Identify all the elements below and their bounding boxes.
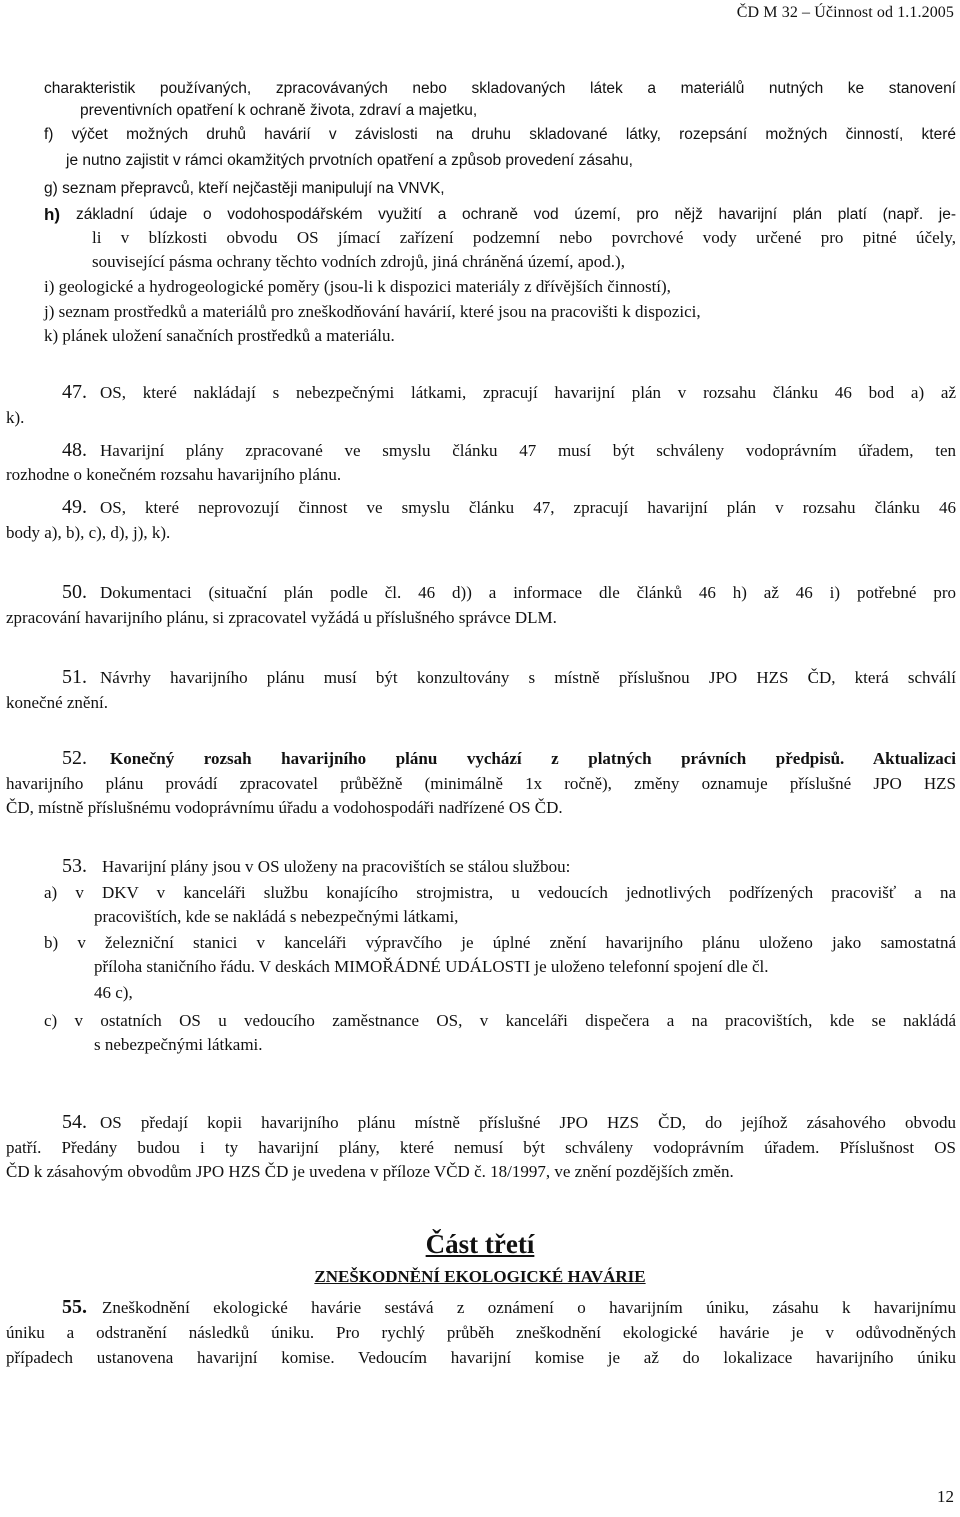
text-line: li v blízkosti obvodu OS jímací zařízení podzemní nebo povrchové vody určené pro pitné účely, (92, 228, 956, 247)
text-line: charakteristik používaných, zpracovávaných nebo skladovaných látek a materiálů nutných ke stanovení (44, 80, 956, 97)
text-line: ČD, místně příslušnému vodoprávnímu úřadu a vodohospodáři nadřízené OS ČD. (6, 798, 563, 817)
paragraph-51: Návrhy havarijního plánu musí být konzultovány s místně příslušnou JPO HZS ČD, která schválí (100, 668, 956, 687)
text-line: havarijního plánu provádí zpracovatel průběžně (minimálně 1x ročně), změny oznamuje příslušné JPO HZS (6, 774, 956, 793)
list-item-a: a) v DKV v kanceláři službu konajícího strojmistra, u vedoucích jednotlivých podřízených pracovišť a na (44, 883, 956, 902)
paragraph-50: Dokumentaci (situační plán podle čl. 46 d)) a informace dle článků 46 h) až 46 i) potřebné pro (100, 583, 956, 602)
paragraph-number: 49. (62, 496, 87, 518)
paragraph-55: Zneškodnění ekologické havárie sestává z oznámení o havarijním úniku, zásahu k havarijnímu (102, 1298, 956, 1317)
text-line: pracovištích, kde se nakládá s nebezpečnými látkami, (94, 907, 459, 926)
text-line: 46 c), (94, 983, 133, 1002)
paragraph-number: 53. (62, 855, 87, 877)
paragraph-number: 50. (62, 581, 87, 603)
text-line: ČD k zásahovým obvodům JPO HZS ČD je uvedena v příloze VČD č. 18/1997, ve znění pozdějších změn. (6, 1162, 734, 1181)
paragraph-number: 52. (62, 747, 87, 769)
text-line: související pásma ochrany těchto vodních zdrojů, jiná chráněná území, apod.), (92, 252, 625, 271)
text-line: s nebezpečnými látkami. (94, 1035, 263, 1054)
page-number: 12 (937, 1487, 954, 1506)
text-line: konečné znění. (6, 693, 108, 712)
paragraph-49: OS, které neprovozují činnost ve smyslu článku 47, zpracují havarijní plán v rozsahu článku 46 (100, 498, 956, 517)
text-line: příloha staničního řádu. V deskách MIMOŘÁDNÉ UDÁLOSTI je uloženo telefonní spojení dle čl. (94, 957, 769, 976)
paragraph-48: Havarijní plány zpracované ve smyslu článku 47 musí být schváleny vodoprávním úřadem, ten (100, 441, 956, 460)
list-item-c: c) v ostatních OS u vedoucího zaměstnance OS, v kanceláři dispečera a na pracovištích, kde se nakládá (44, 1011, 956, 1030)
text-line: úniku a odstranění následků úniku. Pro rychlý průběh zneškodnění ekologické havárie je v odůvodněných (6, 1323, 956, 1342)
list-item-j: j) seznam prostředků a materiálů pro zneškodňování havárií, které jsou na pracovišti k dispozici, (44, 302, 701, 321)
paragraph-number: 48. (62, 439, 87, 461)
paragraph-47: OS, které nakládají s nebezpečnými látkami, zpracují havarijní plán v rozsahu článku 46 bod a) až (100, 383, 956, 402)
text-line: zpracování havarijního plánu, si zpracovatel vyžádá u příslušného správce DLM. (6, 608, 557, 627)
paragraph-number: 55. (62, 1296, 87, 1318)
list-item-b: b) v železniční stanici v kanceláři výpravčího je úplné znění havarijního plánu uloženo jako samostatná (44, 933, 956, 952)
page-header: ČD M 32 – Účinnost od 1.1.2005 (736, 4, 954, 21)
list-item-k: k) plánek uložení sanačních prostředků a materiálu. (44, 326, 395, 345)
list-item-i: i) geologické a hydrogeologické poměry (jsou-li k dispozici materiály z dřívějších činností), (44, 277, 671, 296)
text-line: body a), b), c), d), j), k). (6, 523, 171, 542)
paragraph-53: Havarijní plány jsou v OS uloženy na pracovištích se stálou službou: (102, 857, 571, 876)
paragraph-number: 51. (62, 666, 87, 688)
text-line: případech ustanovena havarijní komise. Vedoucím havarijní komise je až do lokalizace havarijního úniku (6, 1348, 956, 1367)
list-item-h: základní údaje o vodohospodářském využití a ochraně vod území, pro nějž havarijní plán platí (např. je- (76, 206, 956, 223)
paragraph-52: Konečný rozsah havarijního plánu vychází z platných právních předpisů. Aktualizaci (110, 749, 956, 768)
list-item-f: f) výčet možných druhů havárií v závislosti na druhu skladované látky, rozepsání možných činností, které (44, 126, 956, 143)
list-item-g: g) seznam přepravců, kteří nejčastěji manipulují na VNVK, (44, 180, 445, 197)
text-line: patří. Předány budou i ty havarijní plány, které nemusí být schváleny vodoprávním úřadem. Příslušnost OS (6, 1138, 956, 1157)
part-title: Část třetí (425, 1229, 535, 1259)
paragraph-54: OS předají kopii havarijního plánu místně příslušné JPO HZS ČD, do jejíhož zásahového obvodu (100, 1113, 956, 1132)
paragraph-number: 54. (62, 1111, 87, 1133)
list-item-h-marker: h) (44, 205, 61, 224)
text-line: k). (6, 408, 25, 427)
text-line: preventivních opatření k ochraně života, zdraví a majetku, (80, 102, 478, 119)
paragraph-number: 47. (62, 381, 87, 403)
text-line: rozhodne o konečném rozsahu havarijního plánu. (6, 465, 342, 484)
part-subtitle: ZNEŠKODNĚNÍ EKOLOGICKÉ HAVÁRIE (314, 1267, 646, 1286)
text-line: je nutno zajistit v rámci okamžitých prvotních opatření a způsob provedení zásahu, (66, 152, 633, 169)
